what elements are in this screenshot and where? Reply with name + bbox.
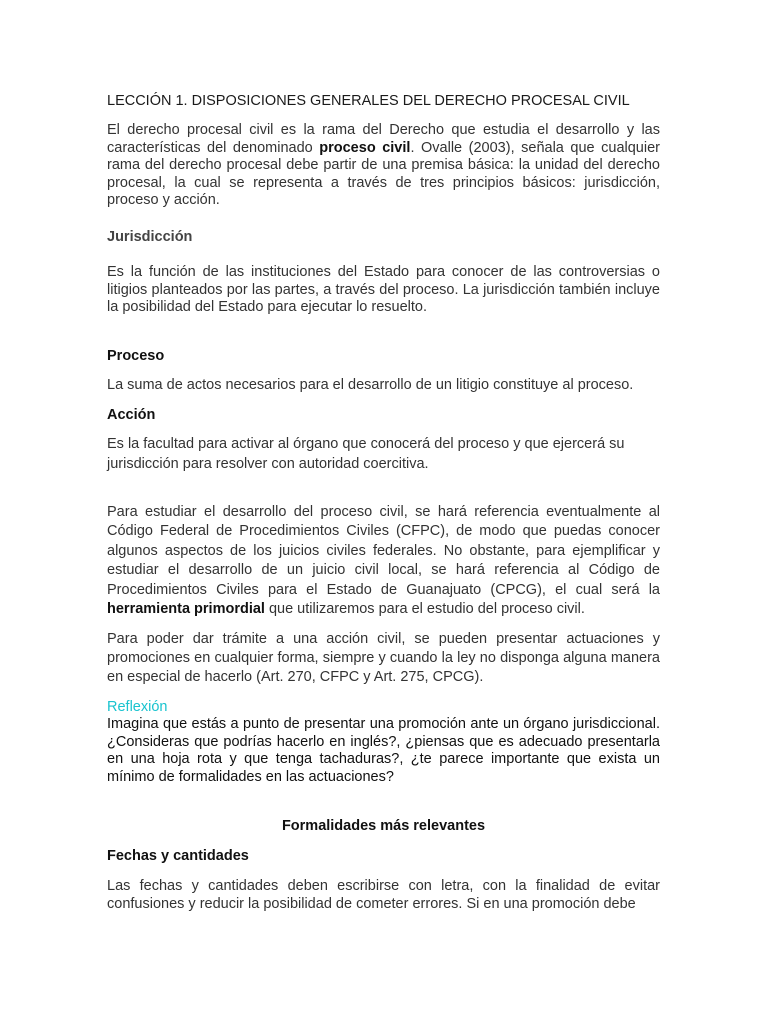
accion-paragraph: Es la facultad para activar al órgano que conocerá del proceso y que ejercerá su jurisdicción para resolver con autoridad coercitiva. [107,436,625,472]
fechas-heading: Fechas y cantidades [107,848,249,864]
proceso-heading: Proceso [107,348,165,364]
intro-paragraph [107,122,660,210]
jurisdiccion-paragraph: Es la función de las instituciones del Estado para conocer de las controversias o litigios planteados por las partes, a través del proceso. La jurisdicción también incluye la posibilidad del Estado para ejecutar lo resuelto. [107,264,660,316]
estudio-text-1: Para estudiar el desarrollo del proceso civil, se hará referencia eventualmente al Código Federal de Procedimientos Civiles (CFPC), de modo que puedas conocer algunos aspectos de los juicios civiles federales. No obstante, para ejemplificar y estudiar el desarrollo de un juicio civil local, se hará referencia al Código de Procedimientos Civiles para el Estado de Guanajuato (CPCG), el cual será la [107,504,660,598]
jurisdiccion-heading: Jurisdicción [107,229,193,245]
reflexion-heading: Reflexión [107,699,168,715]
estudio-bold-term: herramienta primordial [107,601,265,618]
estudio-paragraph [107,503,660,619]
intro-text-1: El derecho procesal civil es la rama del Derecho que estudia el desarrollo y las características del denominado [107,122,660,156]
proceso-paragraph: La suma de actos necesarios para el desarrollo de un litigio constituye al proceso. [107,377,634,393]
accion-heading: Acción [107,407,156,423]
tramite-paragraph: Para poder dar trámite a una acción civil, se pueden presentar actuaciones y promociones en cualquier forma, siempre y cuando la ley no disponga alguna manera en especial de hacerlo (Art. 270, CFPC y Art. 275, CPCG). [107,631,660,685]
intro-text-2: . Ovalle (2003), señala que cualquier rama del derecho procesal debe partir de una premisa básica: la unidad del derecho procesal, la cual se representa a través de tres principios básicos: jurisdicción, proceso y acción. [107,139,660,209]
formalidades-heading: Formalidades más relevantes [281,818,486,834]
reflexion-paragraph: Imagina que estás a punto de presentar una promoción ante un órgano jurisdiccional. ¿Consideras que podrías hacerlo en inglés?, ¿piensas que es adecuado presentarla en una hoja rota y que tenga tachaduras?, ¿te parece importante que exista un mínimo de formalidades en las actuaciones? [107,716,660,785]
lesson-title: LECCIÓN 1. DISPOSICIONES GENERALES DEL DERECHO PROCESAL CIVIL [107,93,630,109]
fechas-paragraph: Las fechas y cantidades deben escribirse con letra, con la finalidad de evitar confusiones y reducir la posibilidad de cometer errores. Si en una promoción debe [107,878,660,912]
estudio-text-2: que utilizaremos para el estudio del proceso civil. [264,601,585,618]
intro-bold-term: proceso civil [319,139,411,156]
